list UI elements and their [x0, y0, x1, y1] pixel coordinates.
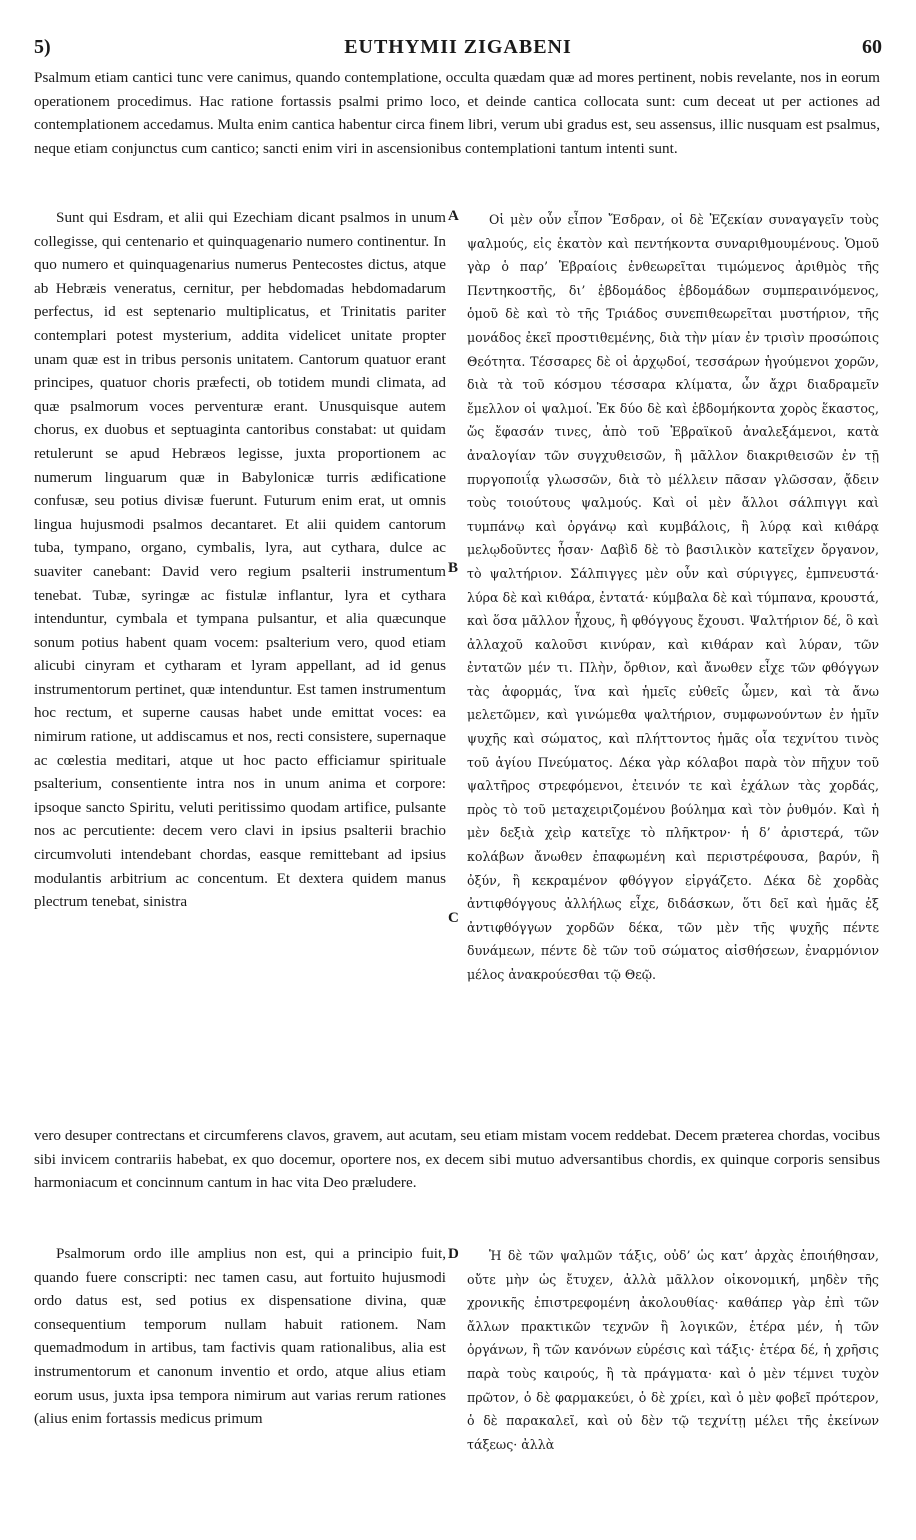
greek-column-section-d	[467, 1244, 879, 1456]
margin-marker-a: A	[448, 208, 459, 224]
running-header	[34, 36, 882, 66]
latin-column-section-a	[34, 206, 446, 914]
column-number-right: 60	[862, 36, 882, 58]
latin-continuation-text: vero desuper contrectans et circumferens clavos, gravem, aut acutam, seu etiam mistam vocem reddebat. Decem præterea chordas, vocibus sibi invicem contrariis habebat, ex quo docemur, oportere nos, ex decem sibi mutuo adversantibus chordis, ex quinque corporis sensibus harmoniacum et concinnum cantum in hac vita Deo præludere.	[34, 1127, 880, 1192]
column-number-left: 5)	[34, 36, 51, 58]
running-title: EUTHYMII ZIGABENI	[344, 36, 572, 58]
latin-column-section-d	[34, 1242, 446, 1431]
latin-intro-paragraph	[34, 66, 880, 160]
margin-marker-d: D	[448, 1246, 459, 1262]
greek-column-section-a	[467, 208, 879, 987]
margin-marker-b: B	[448, 560, 459, 576]
greek-section-d-text: Ἡ δὲ τῶν ψαλμῶν τάξις, οὐδ’ ὡς κατ’ ἀρχὰς ἐποιήθησαν, οὔτε μὴν ὡς ἔτυχεν, ἀλλὰ μᾶλλον οἰκονομική, μηδὲν τῆς χρονικῆς ἐπιστρεφομένη ἀκολουθίας· καθάπερ γὰρ ἐπὶ τῶν ἄλλων πρακτικῶν τεχνῶν ἢ λογικῶν, ἑτέρα μέν, ἡ τῶν ὀργάνων, ἢ τῶν κανόνων εὑρέσις καὶ τάξις· ἑτέρα δέ, ἡ χρῆσις παρὰ τοὺς καιρούς, ἢ τὰ πράγματα· καὶ ὁ μὲν τέμνει τυχὸν πρῶτον, ὁ δὲ φαρμακεύει, ὁ δὲ χρίει, καὶ ὁ μὲν φοβεῖ πρότερον, ὁ δὲ παρακαλεῖ, καὶ οὐ δὲν τῷ τεχνίτῃ μέλει τῆς ἐκείνων τάξεως· ἀλλὰ	[467, 1248, 879, 1452]
latin-intro-text: Psalmum etiam cantici tunc vere canimus, quando contemplatione, occulta quædam quæ ad mores pertinent, nobis revelante, nos in eorum operationem procedimus. Hac ratione fortassis psalmi primo loco, et deinde cantica collocata sunt: cum deceat ut per actiones ad contemplationem accedamus. Multa enim cantica habentur circa finem libri, verum ubi gradus est, seu assensus, illic nusquam est psalmus, neque etiam conjunctus cum cantico; sancti enim viri in ascensionibus contemplationi tantum intenti sunt.	[34, 69, 880, 157]
margin-marker-c: C	[448, 910, 459, 926]
greek-section-a-text: Οἱ μὲν οὖν εἶπον Ἔσδραν, οἱ δὲ Ἐζεκίαν συναγαγεῖν τοὺς ψαλμούς, εἰς ἑκατὸν καὶ πεντήκοντα συναριθμουμένους. Ὁμοῦ γὰρ ὁ παρ’ Ἑβραίοις ἐνθεωρεῖται τιμώμενος ἀριθμὸς τῆς Πεντηκοστῆς, δι’ ἑβδομάδος ἑβδομάδων συμπεραινόμενος, ὁμοῦ δὲ καὶ τὸ τῆς Τριάδος συνεπιθεωρεῖται μυστήριον, τῆς μονάδος ἐκεῖ προστιθεμένης, διὰ τὴν μίαν ἐν τρισὶν προσώποις Θεότητα. Τέσσαρες δὲ οἱ ἀρχῳδοί, τεσσάρων ἡγούμενοι χορῶν, διὰ τὰ τοῦ κόσμου τέσσαρα κλίματα, ὧν ἄχρι διαδραμεῖν ἔμελλον οἱ ψαλμοί. Ἐκ δύο δὲ καὶ ἑβδομήκοντα χορὸς ἕκαστος, ὥς ἔφασάν τινες, ἀπὸ τοῦ Ἑβραϊκοῦ ἀναλεξάμενοι, κατὰ ἀναλογίαν τῶν συγχυθεισῶν, ἢ μᾶλλον διακριθεισῶν ἐν τῇ πυργοποιΐᾳ γλωσσῶν, διὰ τὸ μέλλειν πᾶσαν γλῶσσαν, ᾄδειν τοὺς τοιούτους ψαλμούς. Καὶ οἱ μὲν ἄλλοι σάλπιγγι καὶ τυμπάνῳ καὶ ὀργάνῳ καὶ κυμβάλοις, ἢ λύρᾳ καὶ κιθάρᾳ μελῳδοῦντες ἦσαν· Δαβὶδ δὲ τὸ βασιλικὸν κατεῖχεν ὄργανον, τὸ ψαλτήριον. Σάλπιγγες μὲν οὖν καὶ σύριγγες, ἐμπνευστά· λύρα δὲ καὶ κιθάρα, ἐντατά· κύμβαλα δὲ καὶ τύμπανα, κρουστά, καὶ ὅσα μᾶλλον ἦχους, ἢ φθόγγους ἔχουσι. Ψαλτήριον δέ, ὃ καὶ ἀλλαχοῦ καλοῦσι κινύραν, καὶ κιθάραν καὶ λύραν, τῶν ἐντατῶν μέν τι. Πλὴν, ὄρθιον, καὶ ἄνωθεν εἶχε τῶν φθόγγων τὰς ἀφορμάς, ἵνα καὶ ἡμεῖς εὐθεῖς ὦμεν, καὶ τὰ ἄνω μελετῶμεν, καὶ γινώμεθα ψαλτήριον, συμφωνούντων ἐν ἡμῖν ψυχῆς καὶ σώματος, καὶ πλήττοντος ἡμᾶς οἷα τεχνίτου τινὸς τοῦ ἁγίου Πνεύματος. Δέκα γὰρ κόλαβοι παρὰ τὸν πῆχυν τοῦ ψαλτῆρος στρεφόμενοι, ἐτεινόν τε καὶ ἐχάλων τὰς χορδάς, πρὸς τὸ τοῦ μεταχειριζομένου βούλημα καὶ τὸν ῥυθμόν. Καὶ ἡ μὲν δεξιὰ χεὶρ κατεῖχε τὸ πλῆκτρον· ἡ δ’ ἀριστερά, τῶν κολάβων ἄνωθεν ἐπαφωμένη καὶ περιστρέφουσα, βαρύν, ἢ ὀξύν, ἢ κεκραμένον φθόγγον εἰργάζετο. Δέκα δὲ χορδὰς ἀντιφθόγγους ἀλλήλως εἶχε, διδάσκων, ὅτι δεῖ καὶ ἡμᾶς ἐξ ἀντιφθόγγων χορδῶν δέκα, τῶν μὲν τῆς ψυχῆς πέντε δυνάμεων, πέντε δὲ τῶν τοῦ σώματος αἰσθήσεων, ἐναρμόνιον μέλος ἀνακρούεσθαι τῷ Θεῷ.	[467, 212, 879, 982]
latin-continuation-paragraph	[34, 1124, 880, 1195]
latin-section-a-text: Sunt qui Esdram, et alii qui Ezechiam dicant psalmos in unum collegisse, qui centenario et quinquagenario numero continentur. In quo numero et quinquagenarius numerus Pentecostes dictus, atque ab Hebræis veneratus, cernitur, per hebdomadas hebdomadarum perfectus, id est septenario multiplicatus, et Trinitatis pariter contemplari potest mysterium, addita videlicet unitate propter unam quæ est in tribus personis unitatem. Cantorum quatuor erant principes, quatuor choris præfecti, ob totidem mundi climata, ad quæ psalmorum voces perventuræ erant. Unusquisque autem chorus, ex duobus et septuaginta cantoribus constabat: ut quidam retulerunt se apud Hebræos legisse, juxta proportionem ac numerum linguarum quæ in Babylonicæ turris ædificatione confusæ, seu potius divisæ fuerunt. Futurum enim erat, ut omnis lingua hujusmodi psalmos decantaret. Et alii quidem cantorum tuba, tympano, organo, cymbalis, lyra, aut cythara, dulce ac suaviter canebant: David vero regium psalterii instrumentum tenebat. Tubæ, syringæ ac fistulæ inflantur, lyra et cythara intenduntur, cymbala et tympana pulsantur, et alia quæcunque sonum potius habent quam vocem: psalterium vero, quod etiam alicubi cinyram et cytharam et lyram appellant, ad id genus instrumentorum pertinet, quæ intenduntur. Est tamen instrumentum hoc rectum, et superne causas habet unde emittat voces: ea nimirum ratione, ut addiscamus et nos, recti consistere, supernaque ac cœlestia meditari, atque ut hoc pacto efficiamur spirituale psalterium, consentiente intra nos in unum anima et corpore: ipsoque sancto Spiritu, veluti peritissimo quodam artifice, pulsante nos ac percutiente: decem vero clavi in ipsius psalterii brachio circumvoluti intendebant chordas, easque remittebant ad ipsius modulantis arbitrium ac concentum. Et dextera quidem manus plectrum tenebat, sinistra	[34, 209, 446, 911]
latin-section-d-text: Psalmorum ordo ille amplius non est, qui a principio fuit, quando fuere conscripti: nec tamen casu, aut fortuito hujusmodi ordo datus est, sed potius ex dispensatione divina, quæ consequentium temporum nullam habuit rationem. Nam quemadmodum in artibus, tam factivis quam rationalibus, alia est instrumentorum et canonum inventio et ordo, atque alius etiam eorum usus, juxta ipsa tempora nimirum aut varias rerum rationes (alius enim fortassis medicus primum	[34, 1245, 446, 1428]
